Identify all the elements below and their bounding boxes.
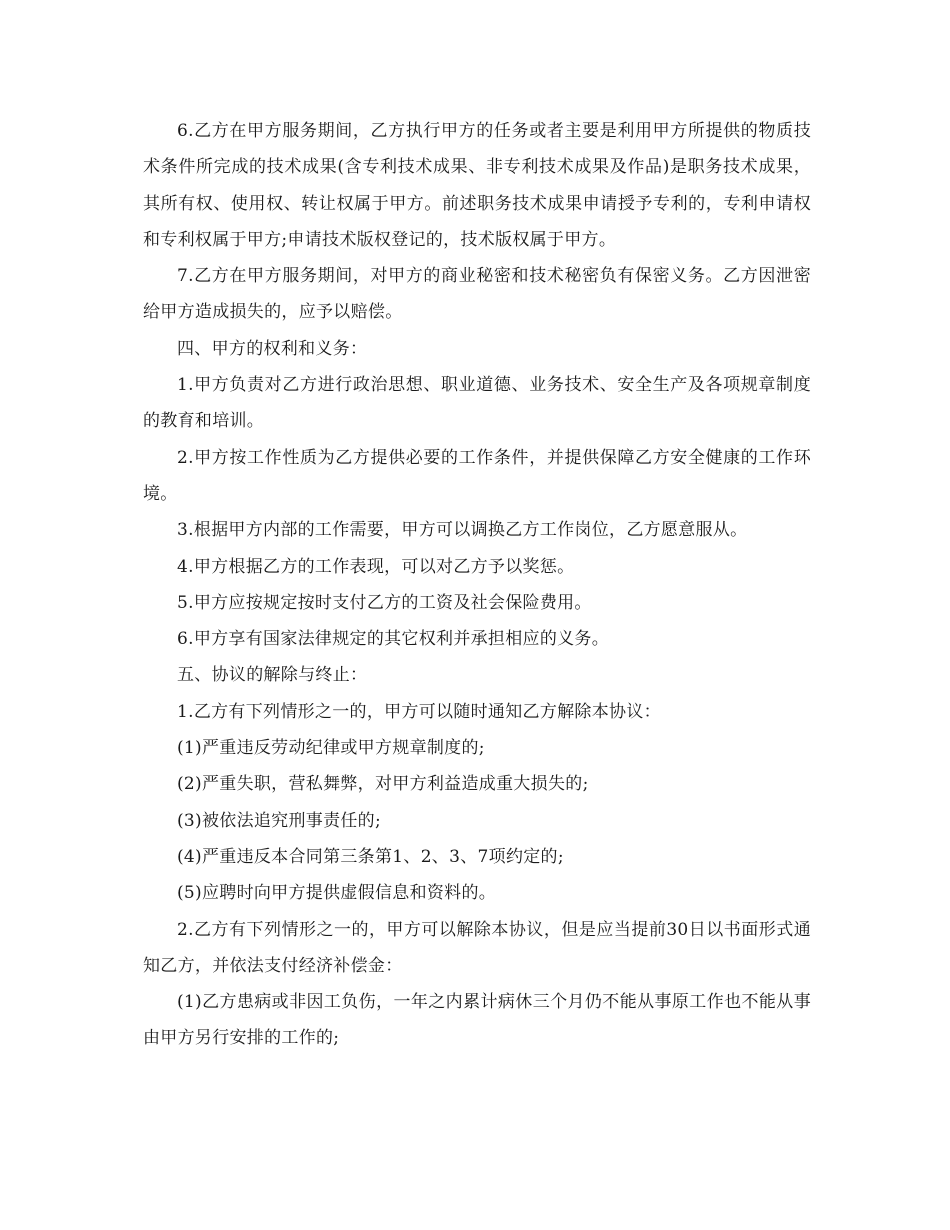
list-item-illness-injury: (1)乙方患病或非因工负伤，一年之内累计病休三个月仍不能从事原工作也不能从事由甲方另行安排的工作的; <box>143 992 811 1049</box>
list-item-dereliction: (2)严重失职，营私舞弊，对甲方利益造成重大损失的; <box>177 774 589 795</box>
document-body <box>143 113 811 1057</box>
paragraph-immediate-termination: 1.乙方有下列情形之一的，甲方可以随时通知乙方解除本协议： <box>177 701 661 722</box>
paragraph-party-a-work-conditions: 2.甲方按工作性质为乙方提供必要的工作条件，并提供保障乙方安全健康的工作环境。 <box>143 447 811 504</box>
paragraph-party-a-job-transfer: 3.根据甲方内部的工作需要，甲方可以调换乙方工作岗位，乙方愿意服从。 <box>177 520 748 541</box>
section-heading-termination: 五、协议的解除与终止： <box>177 665 368 686</box>
paragraph-confidentiality-obligation: 7.乙方在甲方服务期间，对甲方的商业秘密和技术秘密负有保密义务。乙方因泄密给甲方造成损失的，应予以赔偿。 <box>143 266 811 323</box>
paragraph-party-a-rewards: 4.甲方根据乙方的工作表现，可以对乙方予以奖惩。 <box>177 556 575 577</box>
section-heading-party-a-rights: 四、甲方的权利和义务： <box>177 338 368 359</box>
list-item-criminal-liability: (3)被依法追究刑事责任的; <box>177 810 382 831</box>
paragraph-party-a-other-rights: 6.甲方享有国家法律规定的其它权利并承担相应的义务。 <box>177 629 610 650</box>
paragraph-duty-invention-ownership: 6.乙方在甲方服务期间，乙方执行甲方的任务或者主要是利用甲方所提供的物质技术条件所完成的技术成果(含专利技术成果、非专利技术成果及作品)是职务技术成果，其所有权、使用权、转让权属于甲方。前述职务技术成果申请授予专利的，专利申请权和专利权属于甲方;申请技术版权登记的，技术版权属于甲方。 <box>143 121 811 250</box>
paragraph-party-a-training: 1.甲方负责对乙方进行政治思想、职业道德、业务技术、安全生产及各项规章制度的教育和培训。 <box>143 375 811 432</box>
paragraph-notice-termination: 2.乙方有下列情形之一的，甲方可以解除本协议，但是应当提前30日以书面形式通知乙方，并依法支付经济补偿金： <box>143 919 811 976</box>
list-item-contract-violation: (4)严重违反本合同第三条第1、2、3、7项约定的; <box>177 846 564 867</box>
list-item-false-information: (5)应聘时向甲方提供虚假信息和资料的。 <box>177 883 497 904</box>
list-item-labor-discipline: (1)严重违反劳动纪律或甲方规章制度的; <box>177 738 485 759</box>
paragraph-party-a-wages: 5.甲方应按规定按时支付乙方的工资及社会保险费用。 <box>177 592 592 613</box>
